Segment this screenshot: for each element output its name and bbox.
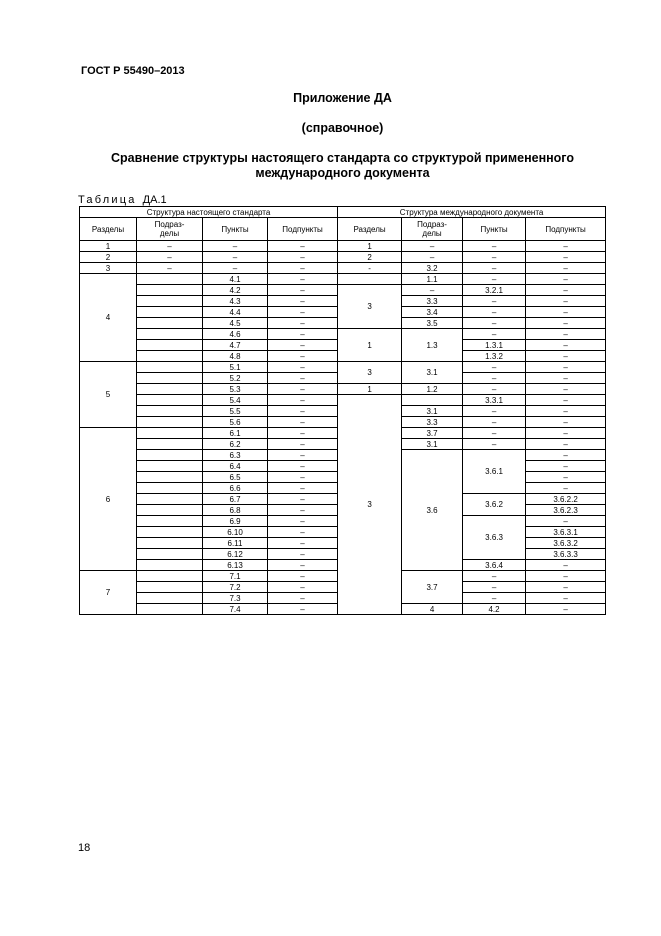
cell: – (268, 307, 338, 318)
table-row (80, 285, 606, 296)
cell: 6.13 (203, 560, 268, 571)
cell (137, 604, 203, 615)
cell: – (463, 582, 526, 593)
cell: 3.1 (402, 406, 463, 417)
cell: – (268, 516, 338, 527)
cell (137, 395, 203, 406)
cell: 2 (338, 252, 402, 263)
col-header-subsections-part1: Подраз- (154, 220, 185, 229)
cell: 3.6.4 (463, 560, 526, 571)
cell: 3.6.3.1 (526, 527, 606, 538)
cell: – (463, 263, 526, 274)
cell: – (268, 373, 338, 384)
cell: – (526, 285, 606, 296)
cell: 6 (80, 428, 137, 571)
cell: – (463, 417, 526, 428)
cell: 6.2 (203, 439, 268, 450)
cell: – (526, 516, 606, 527)
group-header-right: Структура международного документа (338, 207, 606, 218)
cell: 4.5 (203, 318, 268, 329)
cell: 4.1 (203, 274, 268, 285)
cell: – (463, 406, 526, 417)
cell: 6.9 (203, 516, 268, 527)
col-header-clauses: Пункты (203, 218, 268, 241)
cell: – (463, 318, 526, 329)
cell: – (526, 318, 606, 329)
cell: 7.4 (203, 604, 268, 615)
cell: – (526, 351, 606, 362)
cell: – (268, 560, 338, 571)
cell (137, 560, 203, 571)
table-row (80, 362, 606, 373)
cell: 4 (80, 274, 137, 362)
cell: 3.6.2.2 (526, 494, 606, 505)
table-row (80, 263, 606, 274)
cell: – (526, 395, 606, 406)
cell: 1.3 (402, 329, 463, 362)
cell: – (137, 252, 203, 263)
col-header-subclauses: Подпункты (268, 218, 338, 241)
cell: – (402, 285, 463, 296)
cell (137, 472, 203, 483)
cell: – (526, 593, 606, 604)
cell: 1.2 (402, 384, 463, 395)
comparison-table (79, 206, 606, 615)
cell: 3.2 (402, 263, 463, 274)
cell: 3.6.3 (463, 516, 526, 560)
cell: – (268, 285, 338, 296)
cell: – (268, 505, 338, 516)
cell: 6.6 (203, 483, 268, 494)
cell: – (526, 472, 606, 483)
cell (137, 274, 203, 285)
cell: 3.2.1 (463, 285, 526, 296)
cell: 6.7 (203, 494, 268, 505)
cell: – (203, 252, 268, 263)
cell: 5.1 (203, 362, 268, 373)
cell (137, 505, 203, 516)
cell: – (268, 593, 338, 604)
cell: – (463, 384, 526, 395)
cell: 2 (80, 252, 137, 263)
cell: 3.1 (402, 362, 463, 384)
cell: 4.6 (203, 329, 268, 340)
cell: – (526, 384, 606, 395)
cell: 6.1 (203, 428, 268, 439)
cell (137, 318, 203, 329)
cell: – (268, 483, 338, 494)
cell: 7.1 (203, 571, 268, 582)
standard-header: ГОСТ Р 55490–2013 (81, 65, 185, 77)
cell: 6.12 (203, 549, 268, 560)
page-number: 18 (78, 842, 91, 854)
cell: – (526, 274, 606, 285)
cell: 3.6.2 (463, 494, 526, 516)
cell: – (268, 461, 338, 472)
cell: – (137, 241, 203, 252)
table-row (80, 329, 606, 340)
cell: – (526, 483, 606, 494)
cell: – (526, 307, 606, 318)
cell: – (526, 428, 606, 439)
cell: 6.5 (203, 472, 268, 483)
cell: – (463, 428, 526, 439)
cell: 1.3.1 (463, 340, 526, 351)
cell: 4.7 (203, 340, 268, 351)
cell: – (268, 406, 338, 417)
cell (137, 296, 203, 307)
cell: 3 (80, 263, 137, 274)
cell (137, 527, 203, 538)
cell (137, 593, 203, 604)
caption-id: ДА.1 (142, 194, 167, 206)
cell: – (463, 296, 526, 307)
cell: 6.4 (203, 461, 268, 472)
col-header-clauses-intl: Пункты (463, 218, 526, 241)
cell: – (463, 307, 526, 318)
cell: 7.2 (203, 582, 268, 593)
cell: – (526, 571, 606, 582)
cell: 3.5 (402, 318, 463, 329)
cell: – (268, 582, 338, 593)
cell: – (526, 406, 606, 417)
cell: – (268, 252, 338, 263)
cell: 5.3 (203, 384, 268, 395)
cell: 3.7 (402, 428, 463, 439)
table-column-header-row (80, 218, 606, 241)
caption-prefix: Таблица (78, 194, 137, 206)
cell: – (526, 417, 606, 428)
cell: 4.4 (203, 307, 268, 318)
col-header-subsections-intl-part1: Подраз- (417, 220, 447, 229)
appendix-title: Приложение ДА (293, 91, 392, 105)
cell: – (268, 296, 338, 307)
cell (137, 582, 203, 593)
cell: – (268, 549, 338, 560)
cell (137, 362, 203, 373)
cell: 3.1 (402, 439, 463, 450)
cell: – (463, 571, 526, 582)
col-header-subsections-intl (402, 218, 463, 241)
cell (137, 549, 203, 560)
cell: – (526, 604, 606, 615)
col-header-sections-intl: Разделы (338, 218, 402, 241)
table-group-header-row (80, 207, 606, 218)
cell: – (526, 560, 606, 571)
col-header-sections: Разделы (80, 218, 137, 241)
cell: 7 (80, 571, 137, 615)
table-row (80, 384, 606, 395)
cell: 5.4 (203, 395, 268, 406)
cell: – (526, 362, 606, 373)
cell: – (268, 241, 338, 252)
cell: – (526, 263, 606, 274)
cell: – (463, 362, 526, 373)
cell (338, 274, 402, 285)
cell: 3.4 (402, 307, 463, 318)
cell: – (268, 329, 338, 340)
cell: 3.3 (402, 296, 463, 307)
cell (137, 538, 203, 549)
cell: 3.6.2.3 (526, 505, 606, 516)
cell: – (526, 439, 606, 450)
cell: – (268, 362, 338, 373)
cell: – (137, 263, 203, 274)
table-row (80, 241, 606, 252)
cell: 4.2 (463, 604, 526, 615)
table-row (80, 274, 606, 285)
cell: 3.6.3.2 (526, 538, 606, 549)
appendix-heading (12, 151, 661, 181)
cell: – (268, 417, 338, 428)
table-caption (78, 194, 167, 206)
cell (137, 483, 203, 494)
cell: 3 (338, 395, 402, 615)
cell: 1 (80, 241, 137, 252)
cell: 6.8 (203, 505, 268, 516)
cell: – (463, 593, 526, 604)
cell (137, 285, 203, 296)
cell: 5.2 (203, 373, 268, 384)
cell (137, 384, 203, 395)
cell: – (463, 439, 526, 450)
cell: 1.3.2 (463, 351, 526, 362)
cell: – (203, 241, 268, 252)
cell: – (268, 351, 338, 362)
cell: – (463, 241, 526, 252)
cell: 1 (338, 329, 402, 362)
cell (137, 450, 203, 461)
cell (137, 571, 203, 582)
cell: – (268, 384, 338, 395)
cell: – (268, 428, 338, 439)
cell: – (526, 450, 606, 461)
cell: – (526, 296, 606, 307)
cell: – (463, 329, 526, 340)
cell: – (526, 252, 606, 263)
cell: 7.3 (203, 593, 268, 604)
cell: – (402, 241, 463, 252)
cell: 3.6.3.3 (526, 549, 606, 560)
cell: – (526, 340, 606, 351)
cell: 6.3 (203, 450, 268, 461)
cell: – (526, 373, 606, 384)
cell (137, 373, 203, 384)
cell: – (526, 329, 606, 340)
heading-line-2: международного документа (255, 166, 430, 180)
cell: 5.6 (203, 417, 268, 428)
cell (402, 395, 463, 406)
cell: – (268, 395, 338, 406)
cell: 5.5 (203, 406, 268, 417)
heading-line-1: Сравнение структуры настоящего стандарта со структурой примененного (111, 151, 574, 165)
cell: 3 (338, 362, 402, 384)
group-header-left: Структура настоящего стандарта (80, 207, 338, 218)
cell (137, 340, 203, 351)
cell: – (268, 604, 338, 615)
cell (137, 494, 203, 505)
cell: – (526, 241, 606, 252)
col-header-subclauses-intl: Подпункты (526, 218, 606, 241)
cell: – (526, 582, 606, 593)
cell: 3.3.1 (463, 395, 526, 406)
cell: 6.10 (203, 527, 268, 538)
table-row (80, 252, 606, 263)
cell: 4.3 (203, 296, 268, 307)
cell: – (268, 527, 338, 538)
cell (137, 351, 203, 362)
cell: – (268, 472, 338, 483)
table-row (80, 395, 606, 406)
cell: 3.7 (402, 571, 463, 604)
cell: – (268, 274, 338, 285)
cell: – (268, 340, 338, 351)
cell: – (463, 274, 526, 285)
cell (137, 516, 203, 527)
cell (137, 428, 203, 439)
cell: 6.11 (203, 538, 268, 549)
cell: – (526, 461, 606, 472)
cell (137, 461, 203, 472)
cell: – (268, 538, 338, 549)
cell: 3 (338, 285, 402, 329)
cell: – (203, 263, 268, 274)
cell: 3.3 (402, 417, 463, 428)
cell: 1.1 (402, 274, 463, 285)
cell: – (402, 252, 463, 263)
col-header-subsections-part2: делы (159, 229, 180, 238)
cell (137, 329, 203, 340)
cell: – (268, 439, 338, 450)
cell: – (268, 450, 338, 461)
cell: 1 (338, 384, 402, 395)
cell: – (268, 263, 338, 274)
cell (137, 439, 203, 450)
cell: – (463, 252, 526, 263)
cell: - (338, 263, 402, 274)
cell: – (268, 494, 338, 505)
cell (137, 417, 203, 428)
cell: 3.6.1 (463, 450, 526, 494)
cell: 4 (402, 604, 463, 615)
cell: 5 (80, 362, 137, 428)
cell: 3.6 (402, 450, 463, 571)
cell (137, 307, 203, 318)
cell: – (463, 373, 526, 384)
cell: – (268, 318, 338, 329)
col-header-subsections (137, 218, 203, 241)
col-header-subsections-intl-part2: делы (422, 229, 442, 238)
cell: – (268, 571, 338, 582)
appendix-note: (справочное) (301, 121, 384, 135)
cell: 1 (338, 241, 402, 252)
cell: 4.8 (203, 351, 268, 362)
cell: 4.2 (203, 285, 268, 296)
cell (137, 406, 203, 417)
